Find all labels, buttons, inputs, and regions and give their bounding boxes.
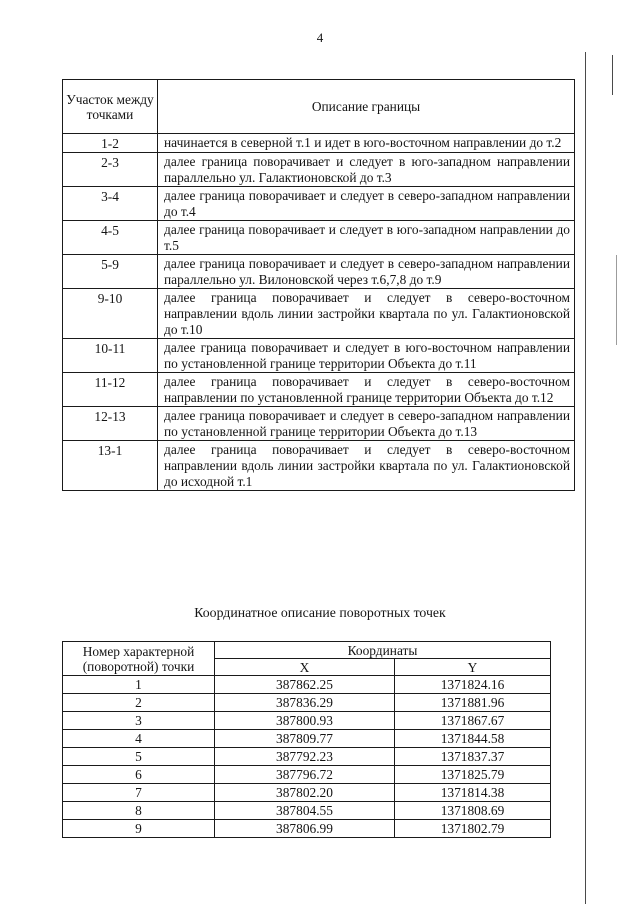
description-cell: начинается в северной т.1 и идет в юго-восточном направлении до т.2 — [158, 134, 575, 153]
point-cell: 2 — [63, 694, 215, 712]
table-row — [63, 407, 575, 441]
table-row — [63, 712, 551, 730]
x-cell: 387804.55 — [215, 802, 395, 820]
point-cell: 5 — [63, 748, 215, 766]
description-cell: далее граница поворачивает и следует в северо-восточном направлении вдоль линии застройки квартала по ул. Галактионовской до исходной т.1 — [158, 441, 575, 491]
x-cell: 387862.25 — [215, 676, 395, 694]
y-cell: 1371802.79 — [395, 820, 551, 838]
point-cell: 4 — [63, 730, 215, 748]
y-cell: 1371814.38 — [395, 784, 551, 802]
table-row — [63, 187, 575, 221]
point-cell: 3 — [63, 712, 215, 730]
description-cell: далее граница поворачивает и следует в северо-западном направлении параллельно ул. Вилоновской через т.6,7,8 до т.9 — [158, 255, 575, 289]
table-row — [63, 820, 551, 838]
header-point: Номер характерной (поворотной) точки — [63, 642, 215, 676]
y-cell: 1371824.16 — [395, 676, 551, 694]
page-number: 4 — [316, 30, 324, 45]
table-row — [63, 784, 551, 802]
x-cell: 387806.99 — [215, 820, 395, 838]
segment-cell: 4-5 — [63, 221, 158, 255]
header-x: X — [215, 659, 395, 676]
description-cell: далее граница поворачивает и следует в юго-западном направлении до т.5 — [158, 221, 575, 255]
segment-cell: 11-12 — [63, 373, 158, 407]
header-y: Y — [395, 659, 551, 676]
description-cell: далее граница поворачивает и следует в северо-восточном направлении по установленной границе территории Объекта до т.12 — [158, 373, 575, 407]
x-cell: 387796.72 — [215, 766, 395, 784]
header-description: Описание границы — [158, 80, 575, 134]
x-cell: 387809.77 — [215, 730, 395, 748]
scan-line-long — [585, 52, 586, 904]
x-cell: 387802.20 — [215, 784, 395, 802]
y-cell: 1371867.67 — [395, 712, 551, 730]
y-cell: 1371837.37 — [395, 748, 551, 766]
y-cell: 1371881.96 — [395, 694, 551, 712]
table-row — [63, 373, 575, 407]
segment-cell: 12-13 — [63, 407, 158, 441]
coords-table — [62, 641, 551, 838]
segment-cell: 5-9 — [63, 255, 158, 289]
header-segment: Участок между точками — [63, 80, 158, 134]
table-row — [63, 255, 575, 289]
segment-cell: 1-2 — [63, 134, 158, 153]
table-row — [63, 221, 575, 255]
table-row — [63, 802, 551, 820]
point-cell: 1 — [63, 676, 215, 694]
description-cell: далее граница поворачивает и следует в юго-восточном направлении по установленной границе территории Объекта до т.11 — [158, 339, 575, 373]
table-row — [63, 289, 575, 339]
description-cell: далее граница поворачивает и следует в юго-западном направлении параллельно ул. Галактионовской до т.3 — [158, 153, 575, 187]
header-coordinates: Координаты — [215, 642, 551, 659]
table-row — [63, 134, 575, 153]
segment-cell: 10-11 — [63, 339, 158, 373]
point-cell: 6 — [63, 766, 215, 784]
table-row — [63, 766, 551, 784]
scan-line-edge — [616, 255, 617, 345]
table-row — [63, 694, 551, 712]
segment-cell: 2-3 — [63, 153, 158, 187]
table-row — [63, 441, 575, 491]
point-cell: 8 — [63, 802, 215, 820]
point-cell: 9 — [63, 820, 215, 838]
point-cell: 7 — [63, 784, 215, 802]
segment-cell: 3-4 — [63, 187, 158, 221]
y-cell: 1371825.79 — [395, 766, 551, 784]
description-cell: далее граница поворачивает и следует в северо-западном направлении по установленной границе территории Объекта до т.13 — [158, 407, 575, 441]
segment-cell: 13-1 — [63, 441, 158, 491]
y-cell: 1371808.69 — [395, 802, 551, 820]
coords-header-row — [63, 642, 551, 659]
boundary-table — [62, 79, 575, 491]
table-row — [63, 153, 575, 187]
x-cell: 387792.23 — [215, 748, 395, 766]
table-row — [63, 748, 551, 766]
description-cell: далее граница поворачивает и следует в северо-восточном направлении вдоль линии застройки квартала по ул. Галактионовской до т.10 — [158, 289, 575, 339]
segment-cell: 9-10 — [63, 289, 158, 339]
description-cell: далее граница поворачивает и следует в северо-западном направлении до т.4 — [158, 187, 575, 221]
table-row — [63, 730, 551, 748]
table-row — [63, 676, 551, 694]
coords-title: Координатное описание поворотных точек — [194, 605, 446, 620]
boundary-table-header — [63, 80, 575, 134]
x-cell: 387836.29 — [215, 694, 395, 712]
y-cell: 1371844.58 — [395, 730, 551, 748]
scan-line-short — [612, 55, 613, 95]
x-cell: 387800.93 — [215, 712, 395, 730]
table-row — [63, 339, 575, 373]
